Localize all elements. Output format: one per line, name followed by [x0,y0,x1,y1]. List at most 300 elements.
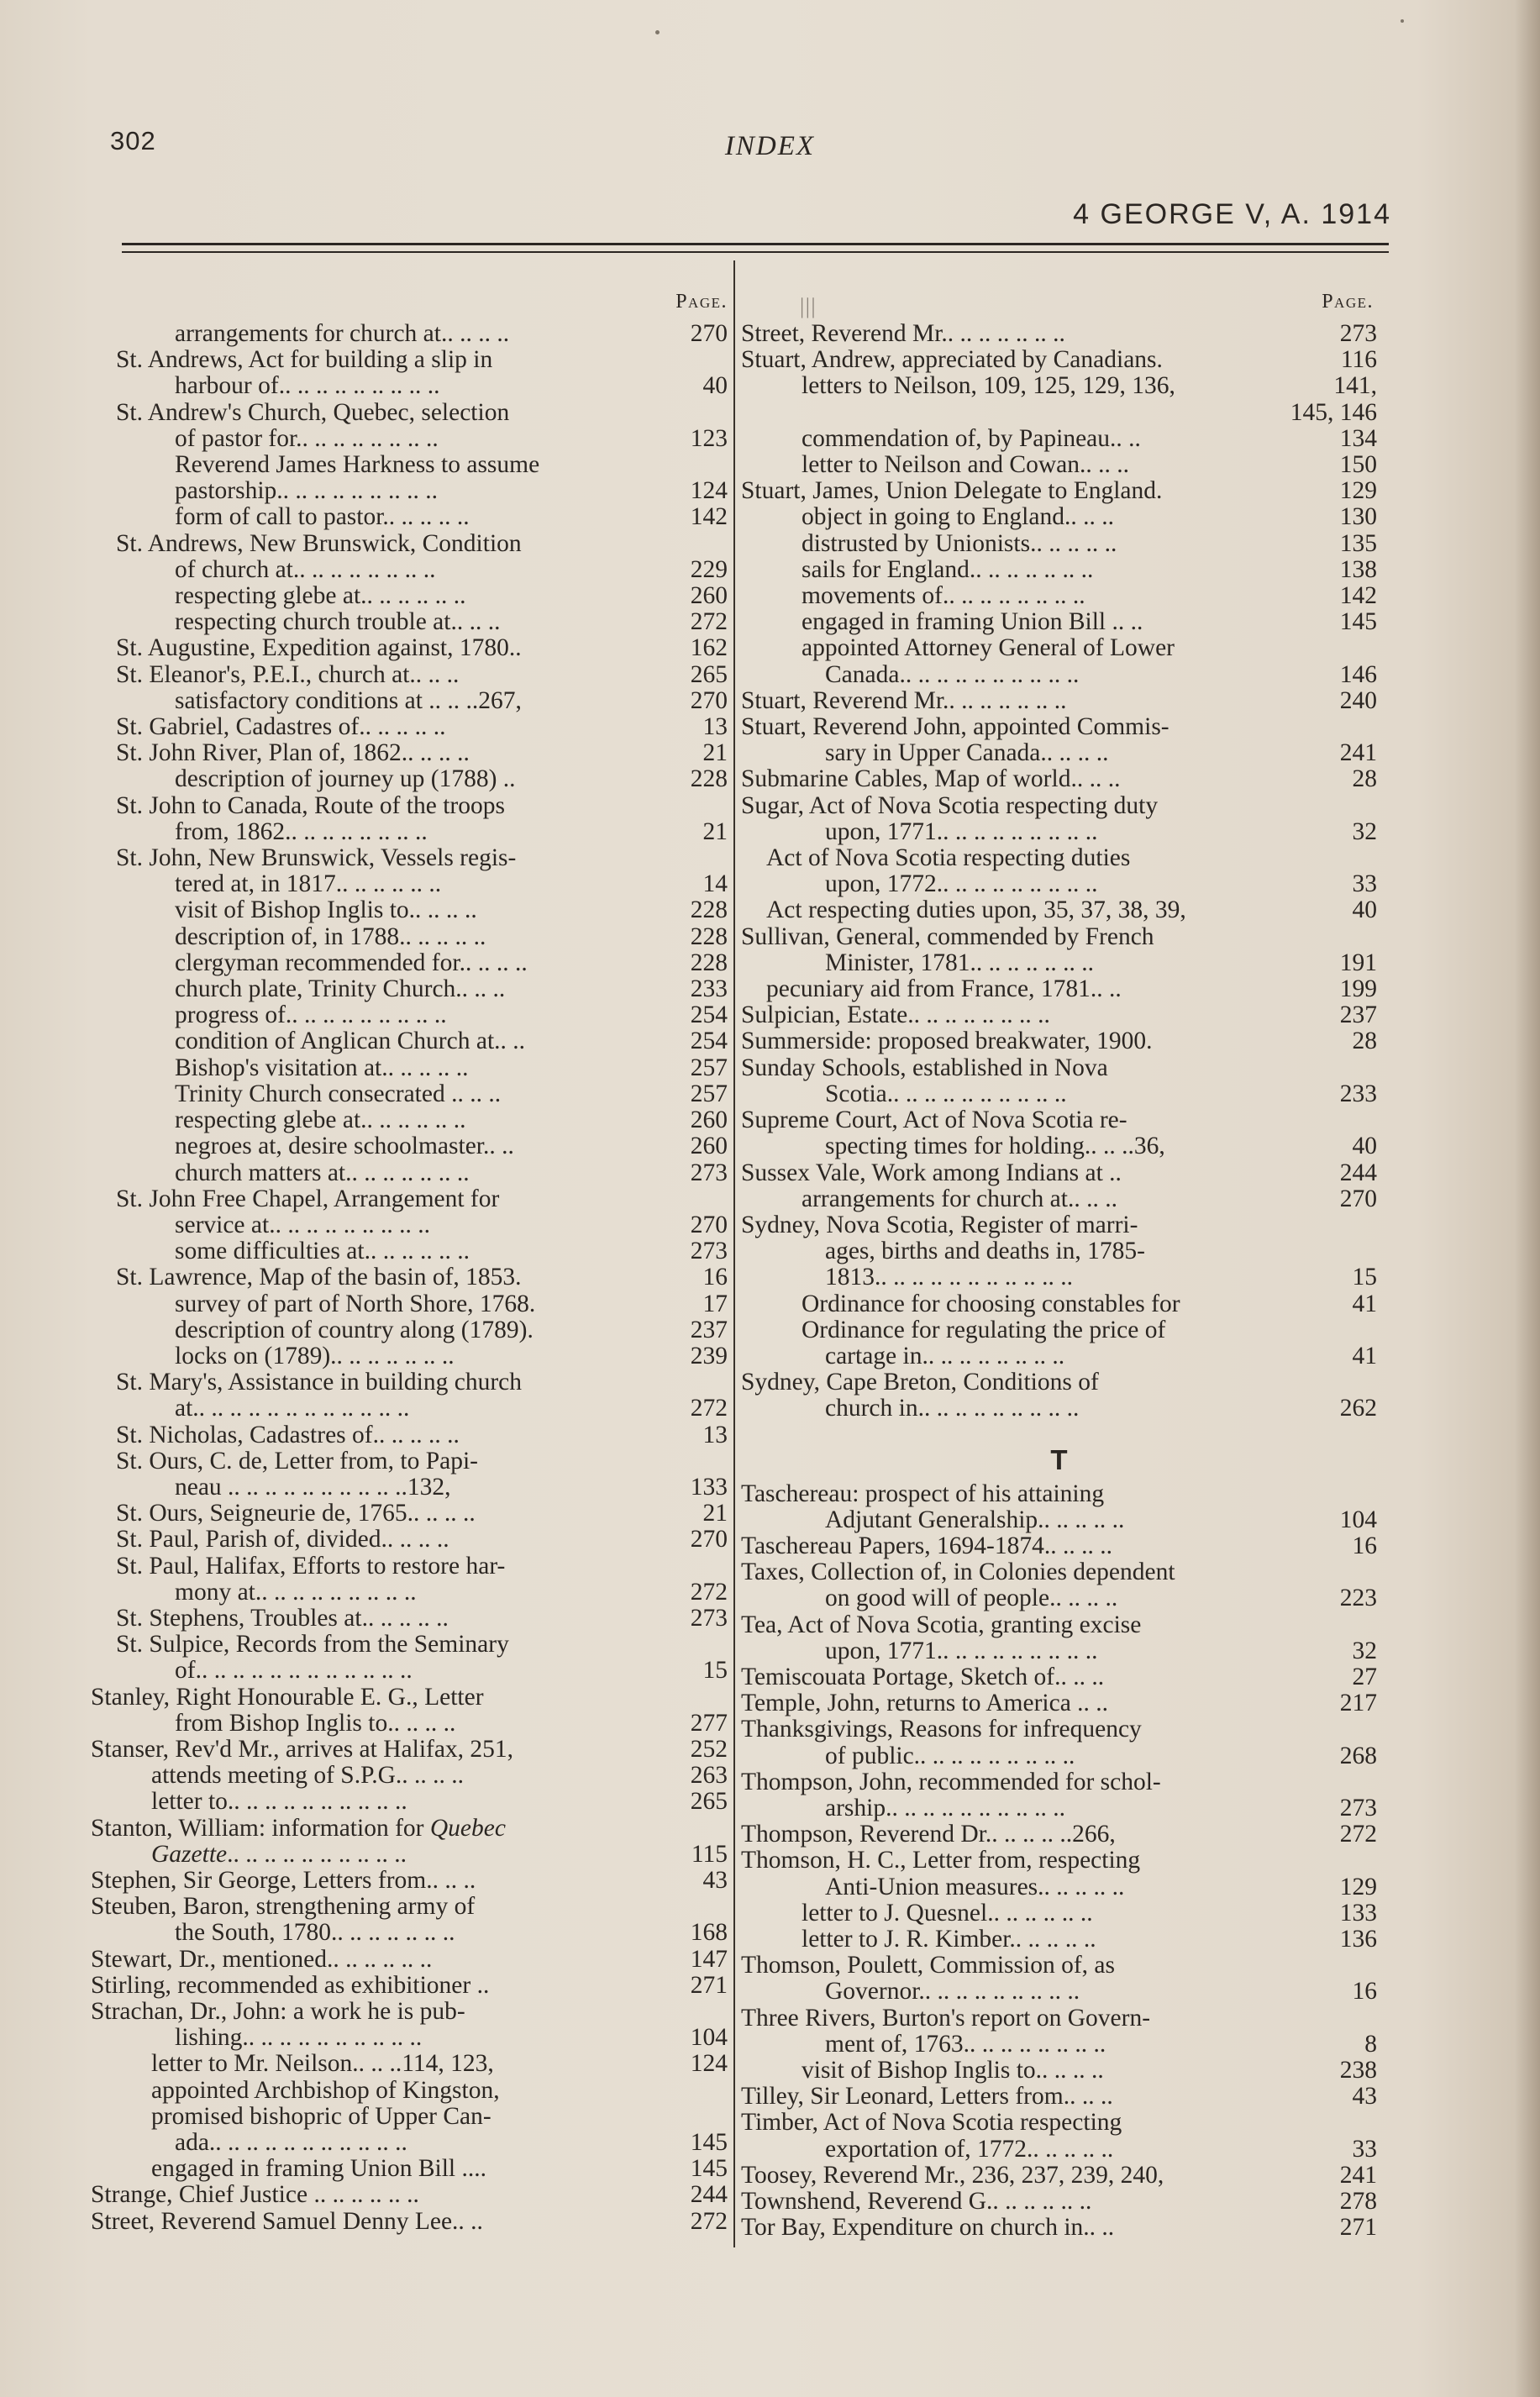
entry-text: Adjutant Generalship.. .. .. .. .. [825,1506,1125,1533]
page-column-label-text: Page. [1322,291,1374,313]
entry-text: letter to Neilson and Cowan.. .. .. [802,452,1129,479]
entry-page-ref: 217 [1339,1690,1377,1717]
entry-text: Stanser, Rev'd Mr., arrives at Halifax, 251, [91,1736,514,1763]
index-entry [741,1743,1377,1769]
index-entry [91,1186,728,1212]
entry-text: letter to Mr. Neilson.. .. ..114, 123, [151,2051,494,2078]
column-divider [733,260,735,2247]
entry-page-ref: 15 [702,1657,728,1685]
entry-text: some difficulties at.. .. .. .. .. .. [175,1238,470,1265]
entry-text: Taschereau: prospect of his attaining [741,1480,1105,1507]
index-entry [91,1002,728,1028]
index-entry [91,347,728,373]
index-entry [91,609,728,635]
index-entry [91,426,728,452]
entry-page-ref: 273 [690,1604,728,1632]
entry-page-ref: 228 [690,765,728,793]
entry-page-ref: 135 [1339,529,1377,557]
index-entry [91,1580,728,1606]
index-entry [91,1920,728,1946]
entry-text: Gazette.. .. .. .. .. .. .. .. .. .. [151,1841,407,1868]
page-column-label: Page. [675,291,728,313]
entry-text: Sydney, Nova Scotia, Register of marri- [741,1212,1138,1238]
index-entry [741,1002,1377,1028]
entry-text: St. Mary's, Assistance in building church [116,1369,523,1396]
index-entry [91,1711,728,1737]
index-entry [741,557,1377,583]
entry-page-ref: 272 [1339,1821,1377,1848]
entry-page-ref: 270 [690,1211,728,1238]
entry-text: Sydney, Cape Breton, Conditions of [741,1369,1099,1396]
index-entry [741,897,1377,923]
entry-text: Taxes, Collection of, in Colonies dependent [741,1559,1175,1586]
entry-page-ref: 272 [690,1578,728,1606]
entry-page-ref: 16 [1352,1978,1377,2005]
entry-page-ref: 32 [1352,1637,1377,1664]
index-entry [741,1212,1377,1238]
entry-page-ref: 273 [1339,320,1377,347]
index-entry [741,347,1377,373]
index-entry [91,1789,728,1815]
entry-text: letters to Neilson, 109, 125, 129, 136, [802,373,1175,400]
index-entry [91,950,728,976]
entry-page-ref: 240 [1339,686,1377,714]
index-entry [91,531,728,557]
index-entry [91,1973,728,1999]
entry-text: Stuart, Andrew, appreciated by Canadians. [741,347,1163,374]
entry-text: St. Eleanor's, P.E.I., church at.. .. .. [116,661,460,688]
index-entry [91,1133,728,1159]
index-entry [91,897,728,923]
entry-text: Sulpician, Estate.. .. .. .. .. .. .. .. [741,1002,1050,1029]
entry-page-ref: 273 [690,1238,728,1265]
entry-text: Stanley, Right Honourable E. G., Letter [91,1684,484,1711]
index-entry [741,740,1377,766]
index-entry [91,2051,728,2077]
entry-page-ref: 43 [1352,2083,1377,2111]
entry-page-ref: 146 [1339,660,1377,688]
entry-text: Act respecting duties upon, 35, 37, 38, 39, [766,897,1186,924]
entry-text: St. Stephens, Troubles at.. .. .. .. .. [116,1605,449,1632]
entry-text: St. Nicholas, Cadastres of.. .. .. .. .. [116,1422,460,1448]
index-entry [741,1028,1377,1054]
index-entry [91,714,728,740]
entry-text: Stirling, recommended as exhibitioner .. [91,1972,490,1999]
index-entry [741,1927,1377,1953]
paper-speck [655,30,660,34]
index-entry [91,1107,728,1133]
index-entry [91,1160,728,1186]
index-entry [741,1107,1377,1133]
entry-page-ref: 133 [1339,1899,1377,1927]
index-entry [741,1848,1377,1874]
page-edge-shadow [1515,0,1540,2397]
index-entry [741,1612,1377,1638]
entry-page-ref: 145, 146 [1290,398,1377,426]
entry-page-ref: 138 [1339,555,1377,583]
index-entry [91,924,728,950]
index-entry [741,2189,1377,2215]
entry-page-ref: 233 [690,975,728,1003]
entry-page-ref: 27 [1352,1663,1377,1690]
entry-page-ref: 142 [690,503,728,531]
entry-page-ref: 104 [690,2024,728,2052]
entry-page-ref: 262 [1339,1395,1377,1422]
index-entry [741,1186,1377,1212]
entry-page-ref: 265 [690,660,728,688]
entry-page-ref: 168 [690,1919,728,1947]
index-entry [91,871,728,897]
entry-text: Stewart, Dr., mentioned.. .. .. .. .. .. [91,1946,433,1973]
entry-text: Strachan, Dr., John: a work he is pub- [91,1999,465,2025]
entry-page-ref: 15 [1352,1264,1377,1291]
index-entry [91,2078,728,2104]
index-entry [741,1664,1377,1690]
index-entry [741,819,1377,845]
index-entry [91,1816,728,1842]
index-entry [91,2025,728,2051]
index-entry [741,1874,1377,1900]
entry-text: respecting glebe at.. .. .. .. .. .. [175,1107,466,1134]
index-entry [741,924,1377,950]
index-entry [91,1947,728,1973]
entry-text: St. Lawrence, Map of the basin of, 1853. [116,1264,522,1291]
index-entry [741,793,1377,819]
index-entry [91,1317,728,1343]
index-entry [91,1894,728,1920]
entry-page-ref: 273 [1339,1794,1377,1821]
index-entry [91,1501,728,1527]
entry-text: on good will of people.. .. .. .. [825,1585,1118,1612]
entry-text: progress of.. .. .. .. .. .. .. .. .. [175,1002,447,1029]
entry-text: description of country along (1789). [175,1317,533,1343]
entry-page-ref: 268 [1339,1742,1377,1769]
entry-page-ref: 191 [1339,949,1377,976]
entry-text: movements of.. .. .. .. .. .. .. .. [802,583,1085,610]
entry-text: description of, in 1788.. .. .. .. .. [175,923,486,950]
index-entry [91,1264,728,1290]
entry-text: cartage in.. .. .. .. .. .. .. .. [825,1343,1065,1369]
entry-text: object in going to England.. .. .. [802,504,1114,531]
index-entry [741,1979,1377,2005]
index-entry [741,321,1377,347]
entry-page-ref: 16 [1352,1532,1377,1559]
entry-text: engaged in framing Union Bill .... [151,2156,486,2183]
index-entry [741,845,1377,871]
entry-page-ref: 130 [1339,503,1377,531]
entry-text: attends meeting of S.P.G.. .. .. .. [151,1763,465,1790]
index-entry [741,1716,1377,1743]
entry-page-ref: 228 [690,923,728,950]
entry-text: Minister, 1781.. .. .. .. .. .. .. [825,949,1095,976]
entry-page-ref: 273 [690,1159,728,1186]
entry-page-ref: 115 [691,1840,728,1868]
entry-page-ref: 16 [702,1264,728,1291]
index-entry [91,1685,728,1711]
entry-text: respecting church trouble at.. .. .. [175,609,501,636]
entry-text: appointed Attorney General of Lower [802,635,1175,662]
entry-page-ref: 162 [690,634,728,662]
index-entry [741,1585,1377,1611]
index-entry [741,1559,1377,1585]
entry-text: Governor.. .. .. .. .. .. .. .. .. [825,1979,1080,2005]
entry-text: Steuben, Baron, strengthening army of [91,1894,476,1921]
entry-page-ref: 244 [1339,1159,1377,1186]
entry-text: upon, 1772.. .. .. .. .. .. .. .. .. [825,871,1098,898]
paper-speck [1401,19,1404,23]
entry-page-ref: 237 [690,1316,728,1343]
entry-text: Thompson, Reverend Dr.. .. .. .. ..266, [741,1821,1116,1848]
entry-text: the South, 1780.. .. .. .. .. .. .. [175,1920,455,1947]
index-entry [91,1999,728,2025]
entry-page-ref: 21 [702,739,728,767]
entry-page-ref: 199 [1339,975,1377,1003]
index-entry [741,1481,1377,1507]
entry-text: Sugar, Act of Nova Scotia respecting duty [741,792,1159,819]
index-entry [741,478,1377,504]
entry-text: satisfactory conditions at .. .. ..267, [175,687,522,714]
entry-text: exportation of, 1772.. .. .. .. .. [825,2136,1114,2163]
entry-page-ref: 254 [690,1001,728,1029]
index-entry [741,1533,1377,1559]
entry-text: St. Andrews, Act for building a slip in [116,347,493,374]
entry-page-ref: 271 [1339,2214,1377,2242]
index-entry [91,452,728,478]
header-rule-thin [122,251,1389,253]
entry-text: Ordinance for choosing constables for [802,1290,1180,1317]
index-entry [741,976,1377,1002]
index-entry [91,2130,728,2156]
index-entry [741,2110,1377,2136]
entry-text: St. Ours, C. de, Letter from, to Papi- [116,1448,478,1474]
entry-page-ref: 260 [690,1107,728,1134]
index-entry [741,1507,1377,1533]
entry-text: Temiscouata Portage, Sketch of.. .. .. [741,1664,1105,1690]
entry-text: condition of Anglican Church at.. .. [175,1028,526,1055]
entry-text: Stuart, Reverend John, appointed Commis- [741,714,1169,741]
entry-text: pastorship.. .. .. .. .. .. .. .. .. [175,478,439,505]
entry-text: distrusted by Unionists.. .. .. .. .. [802,530,1117,557]
entry-page-ref: 123 [690,424,728,452]
entry-text: Sussex Vale, Work among Indians at .. [741,1159,1122,1186]
index-entry [741,2005,1377,2032]
entry-text: letter to.. .. .. .. .. .. .. .. .. .. [151,1789,407,1816]
index-entry [741,583,1377,609]
entry-page-ref: 241 [1339,2161,1377,2189]
entry-text: neau .. .. .. .. .. .. .. .. .. ..132, [175,1474,451,1501]
entry-page-ref: 124 [690,2050,728,2078]
index-entry [91,557,728,583]
entry-page-ref: 41 [1352,1342,1377,1369]
index-entry [91,1553,728,1580]
entry-text: promised bishopric of Upper Can- [151,2103,491,2130]
index-entry [741,2163,1377,2189]
index-entry [741,531,1377,557]
entry-page-ref: 252 [690,1735,728,1763]
index-entry [91,583,728,609]
entry-text: Act of Nova Scotia respecting duties [766,845,1131,872]
entry-text: at.. .. .. .. .. .. .. .. .. .. .. .. [175,1396,410,1422]
entry-page-ref: 116 [1340,346,1377,374]
entry-page-ref: 142 [1339,582,1377,610]
entry-text: description of journey up (1788) .. [175,766,516,793]
entry-text: from, 1862.. .. .. .. .. .. .. .. [175,818,428,845]
entry-text: Scotia.. .. .. .. .. .. .. .. .. .. [825,1080,1067,1107]
entry-text: Townshend, Reverend G.. .. .. .. .. .. [741,2189,1092,2216]
section-letter: T [1050,1443,1068,1475]
index-entry [91,1028,728,1054]
header-rule-thick [122,243,1389,245]
index-entry [91,1842,728,1868]
entry-page-ref: 260 [690,582,728,610]
entry-page-ref: 14 [702,870,728,898]
entry-text: sails for England.. .. .. .. .. .. .. [802,556,1094,583]
entry-text: Tea, Act of Nova Scotia, granting excise [741,1611,1142,1638]
index-entry [91,504,728,530]
entry-page-ref: 133 [690,1473,728,1501]
entry-text: church in.. .. .. .. .. .. .. .. .. [825,1396,1080,1422]
entry-text: St. Paul, Halifax, Efforts to restore har- [116,1553,506,1580]
entry-text: upon, 1771.. .. .. .. .. .. .. .. .. [825,1637,1098,1664]
printer-mark: ||| [800,294,817,318]
entry-page-ref: 277 [690,1709,728,1737]
entry-page-ref: 40 [702,372,728,400]
index-entry [741,1795,1377,1821]
entry-page-ref: 13 [702,713,728,741]
entry-page-ref: 270 [690,686,728,714]
index-entry [91,793,728,819]
index-entry [91,400,728,426]
entry-page-ref: 270 [1339,1185,1377,1212]
index-entry [91,740,728,766]
entry-text: arrangements for church at.. .. .. .. [175,321,510,347]
entry-text: of pastor for.. .. .. .. .. .. .. .. [175,425,439,452]
index-entry [91,1055,728,1081]
entry-text: Stephen, Sir George, Letters from.. .. .. [91,1867,476,1894]
index-entry [741,688,1377,714]
entry-text: pecuniary aid from France, 1781.. .. [766,976,1122,1003]
entry-page-ref: 257 [690,1080,728,1107]
index-entry [741,1769,1377,1795]
entry-text: Tilley, Sir Leonard, Letters from.. .. .. [741,2084,1113,2111]
entry-text: St. John to Canada, Route of the troops [116,792,505,819]
entry-page-ref: 40 [1352,896,1377,924]
entry-text: church matters at.. .. .. .. .. .. .. [175,1159,470,1186]
entry-page-ref: 21 [702,1500,728,1527]
index-entry [91,2156,728,2182]
entry-page-ref: 124 [690,477,728,505]
entry-text: Stuart, James, Union Delegate to England. [741,478,1163,505]
entry-text: respecting glebe at.. .. .. .. .. .. [175,583,466,610]
entry-text: arship.. .. .. .. .. .. .. .. .. .. [825,1795,1065,1821]
entry-text: specting times for holding.. .. ..36, [825,1133,1165,1160]
entry-text: Thomson, Poulett, Commission of, as [741,1953,1115,1979]
entry-text: Thanksgivings, Reasons for infrequency [741,1716,1142,1743]
index-entry [91,1632,728,1658]
entry-page-ref: 145 [690,2129,728,2157]
entry-text: harbour of.. .. .. .. .. .. .. .. .. [175,373,440,400]
entry-text: of public.. .. .. .. .. .. .. .. .. [825,1743,1075,1769]
entry-text: ada.. .. .. .. .. .. .. .. .. .. .. [175,2130,407,2157]
entry-page-ref: 228 [690,896,728,924]
entry-page-ref: 229 [690,555,728,583]
entry-text: Stuart, Reverend Mr.. .. .. .. .. .. .. [741,687,1067,714]
entry-text: Timber, Act of Nova Scotia respecting [741,2110,1122,2137]
index-entry [741,1081,1377,1107]
entry-page-ref: 260 [690,1133,728,1160]
index-entry [741,1160,1377,1186]
page-number: 302 [110,126,156,155]
entry-page-ref: 28 [1352,765,1377,793]
index-entry [741,1396,1377,1422]
entry-page-ref: 271 [690,1971,728,1999]
entry-text: Taschereau Papers, 1694-1874.. .. .. .. [741,1532,1112,1559]
entry-page-ref: 40 [1352,1133,1377,1160]
index-entry [91,2104,728,2130]
page-column-label [741,282,1377,321]
index-entry [741,426,1377,452]
index-entry [741,1343,1377,1369]
entry-text: Thomson, H. C., Letter from, respecting [741,1848,1141,1874]
index-entry [91,1081,728,1107]
entry-text: upon, 1771.. .. .. .. .. .. .. .. .. [825,818,1098,845]
index-entry [741,1133,1377,1159]
index-entry [91,766,728,792]
entry-text: from Bishop Inglis to.. .. .. .. [175,1710,456,1737]
entry-text: church plate, Trinity Church.. .. .. [175,976,506,1003]
entry-text: ages, births and deaths in, 1785- [825,1238,1145,1265]
entry-text: negroes at, desire schoolmaster.. .. [175,1133,514,1160]
entry-text: survey of part of North Shore, 1768. [175,1290,536,1317]
index-entry [741,609,1377,635]
entry-text: St. Andrew's Church, Quebec, selection [116,399,510,426]
index-entry [91,1737,728,1763]
entry-text: St. Paul, Parish of, divided.. .. .. .. [116,1527,449,1553]
entry-text: tered at, in 1817.. .. .. .. .. .. [175,871,442,898]
entry-page-ref: 41 [1352,1290,1377,1317]
entry-text: Sullivan, General, commended by French [741,923,1154,950]
entry-text: Ordinance for regulating the price of [802,1317,1166,1343]
index-entry [741,452,1377,478]
index-entry [741,1690,1377,1716]
index-entry [91,2182,728,2208]
entry-text: visit of Bishop Inglis to.. .. .. .. [175,897,477,924]
index-entry [91,1238,728,1264]
entry-text: commendation of, by Papineau.. .. [802,425,1141,452]
entry-page-ref: 278 [1339,2188,1377,2216]
entry-text: visit of Bishop Inglis to.. .. .. .. [802,2058,1104,2084]
entry-text: St. Augustine, Expedition against, 1780.. [116,635,522,662]
entry-text: Bishop's visitation at.. .. .. .. .. [175,1054,469,1081]
index-entry [91,1868,728,1894]
entry-text: Submarine Cables, Map of world.. .. .. [741,766,1121,793]
entry-page-ref: 147 [690,1945,728,1973]
entry-page-ref: 238 [1339,2057,1377,2084]
index-entry [741,871,1377,897]
index-entry [741,1821,1377,1848]
entry-text: ment of, 1763.. .. .. .. .. .. .. .. [825,2031,1106,2058]
entry-text: arrangements for church at.. .. .. [802,1185,1117,1212]
entry-page-ref: 254 [690,1028,728,1055]
entry-page-ref: 239 [690,1342,728,1369]
entry-text: Summerside: proposed breakwater, 1900. [741,1028,1153,1055]
entry-text: St. Sulpice, Records from the Seminary [116,1632,509,1658]
index-entry [91,819,728,845]
entry-text: Canada.. .. .. .. .. .. .. .. .. .. [825,661,1080,688]
entry-text: appointed Archbishop of Kingston, [151,2077,500,2104]
index-entry [741,1953,1377,1979]
entry-page-ref: 272 [690,1395,728,1422]
